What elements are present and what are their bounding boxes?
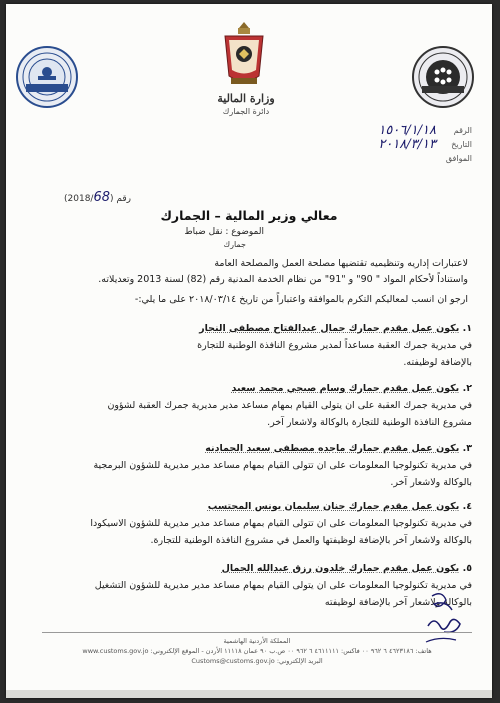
item-line: في مديرية جمرك العقبة على ان يتولى القيام بمهام مساعد مدير مديرية جمرك العقبة لشؤون xyxy=(107,400,472,411)
item-title: يكون عمل مقدم جمارك حنان سليمان يونس المحتسب xyxy=(207,501,460,512)
item-line: بالوكالة ولاشعار آخر. xyxy=(390,477,472,488)
item-title: يكون عمل مقدم جمارك خلدون رزق عبدالله الجمال xyxy=(221,563,460,574)
item-title: يكون عمل مقدم جمارك ماجده مصطفى سعيد الحمادنه xyxy=(205,443,460,454)
reference-number: (2018/68) رقم xyxy=(64,190,132,205)
reference-year: (2018/ xyxy=(64,194,94,204)
item-number: ٣. xyxy=(462,443,472,454)
subject-line: الموضوع : نقل ضباط xyxy=(184,227,264,237)
ref-label: الرقم xyxy=(453,126,472,135)
list-item xyxy=(40,560,472,611)
item-line: بالإضافة لوظيفته. xyxy=(403,357,472,368)
page-bottom-edge xyxy=(6,690,492,698)
addressee: معالي وزير المالية – الجمارك xyxy=(160,208,338,223)
footer-line-1: المملكة الأردنية الهاشمية xyxy=(223,637,291,645)
customs-seal-left-icon xyxy=(16,46,78,108)
item-number: ٢. xyxy=(462,383,472,394)
jordan-coat-of-arms-icon xyxy=(219,20,269,90)
paragraph-1: لاعتبارات إداريه وتنظيميه تقتضيها مصلحة العمل والمصلحة العامة xyxy=(214,258,468,269)
ref-value: ١٥٠٦/١/١٨ xyxy=(378,123,436,138)
document-meta xyxy=(352,123,472,168)
department-name: دائرة الجمارك xyxy=(222,107,270,116)
subject-line-2: جمارك xyxy=(223,240,246,249)
item-line: بالوكالة ولاشعار آخر بالإضافة لوظيفته xyxy=(324,597,472,608)
item-line: في مديرية تكنولوجيا المعلومات على ان تتولى القيام بمهام مساعد مدير مديرية للشؤون البرمجية xyxy=(93,460,472,471)
list-item xyxy=(40,380,472,431)
reference-handwritten: 68 xyxy=(93,190,110,205)
item-number: ٤. xyxy=(462,501,472,512)
corresponding-label: الموافق xyxy=(445,154,472,163)
paragraph-2: واستناداً لأحكام المواد " 90" و "91" من نظام الخدمة المدنية رقم (82) لسنة 2013 وتعديلاته. xyxy=(98,274,468,285)
item-number: ١. xyxy=(462,323,472,334)
item-line: في مديرية جمرك العقبة مساعداً لمدير مشروع النافذة الوطنية للتجارة xyxy=(197,340,472,351)
reference-label: رقم xyxy=(116,194,132,204)
ministry-name: وزارة المالية xyxy=(217,92,275,105)
footer-line-3: البريد الإلكتروني: Customs@customs.gov.jo xyxy=(191,657,323,665)
date-label: التاريخ xyxy=(451,140,472,149)
item-number: ٥. xyxy=(462,563,472,574)
date-value: ٢٠١٨/٣/١٣ xyxy=(378,137,436,152)
list-item xyxy=(40,320,472,371)
letterhead-footer xyxy=(42,632,472,666)
list-item xyxy=(40,498,472,549)
paragraph-3: ارجو ان انسب لمعاليكم التكرم بالموافقة واعتباراً من تاريخ ٢٠١٨/٠٣/١٤ على ما يلي:- xyxy=(134,294,468,305)
item-line: في مديرية تكنولوجيا المعلومات على ان يتولى القيام بمهام مساعد مدير مديرية للشؤون التشغيل xyxy=(94,580,472,591)
item-title: يكون عمل مقدم جمارك جمال عبدالفتاح مصطفى النجار xyxy=(199,323,460,334)
item-title: يكون عمل مقدم جمارك وسام صبحي محمد سعيد xyxy=(231,383,460,394)
customs-seal-right-icon xyxy=(412,46,474,108)
footer-line-2: هاتف: ٤٦٢٣١٨٦ ٦ ٩٦٢ ٠٠ فاكس: ٤٦١١١١١ ٦ ٩٦٢ ٠٠ ص.ب ٩٠ عمان ١١١١٨ الأردن - الموقع الإلكتروني: www.customs.gov.jo xyxy=(82,647,432,655)
document-page xyxy=(6,4,492,698)
item-line: بالوكالة ولاشعار آخر بالإضافة لوظيفتها والعمل في مشروع النافذة الوطنية للتجارة. xyxy=(150,535,472,546)
item-line: في مديرية تكنولوجيا المعلومات على ان تتولى القيام بمهام مساعد مدير مديرية للشؤون الاسيكودا xyxy=(90,518,472,529)
item-line: مشروع النافذة الوطنية للتجارة بالوكالة ولاشعار آخر. xyxy=(267,417,472,428)
list-item xyxy=(40,440,472,491)
